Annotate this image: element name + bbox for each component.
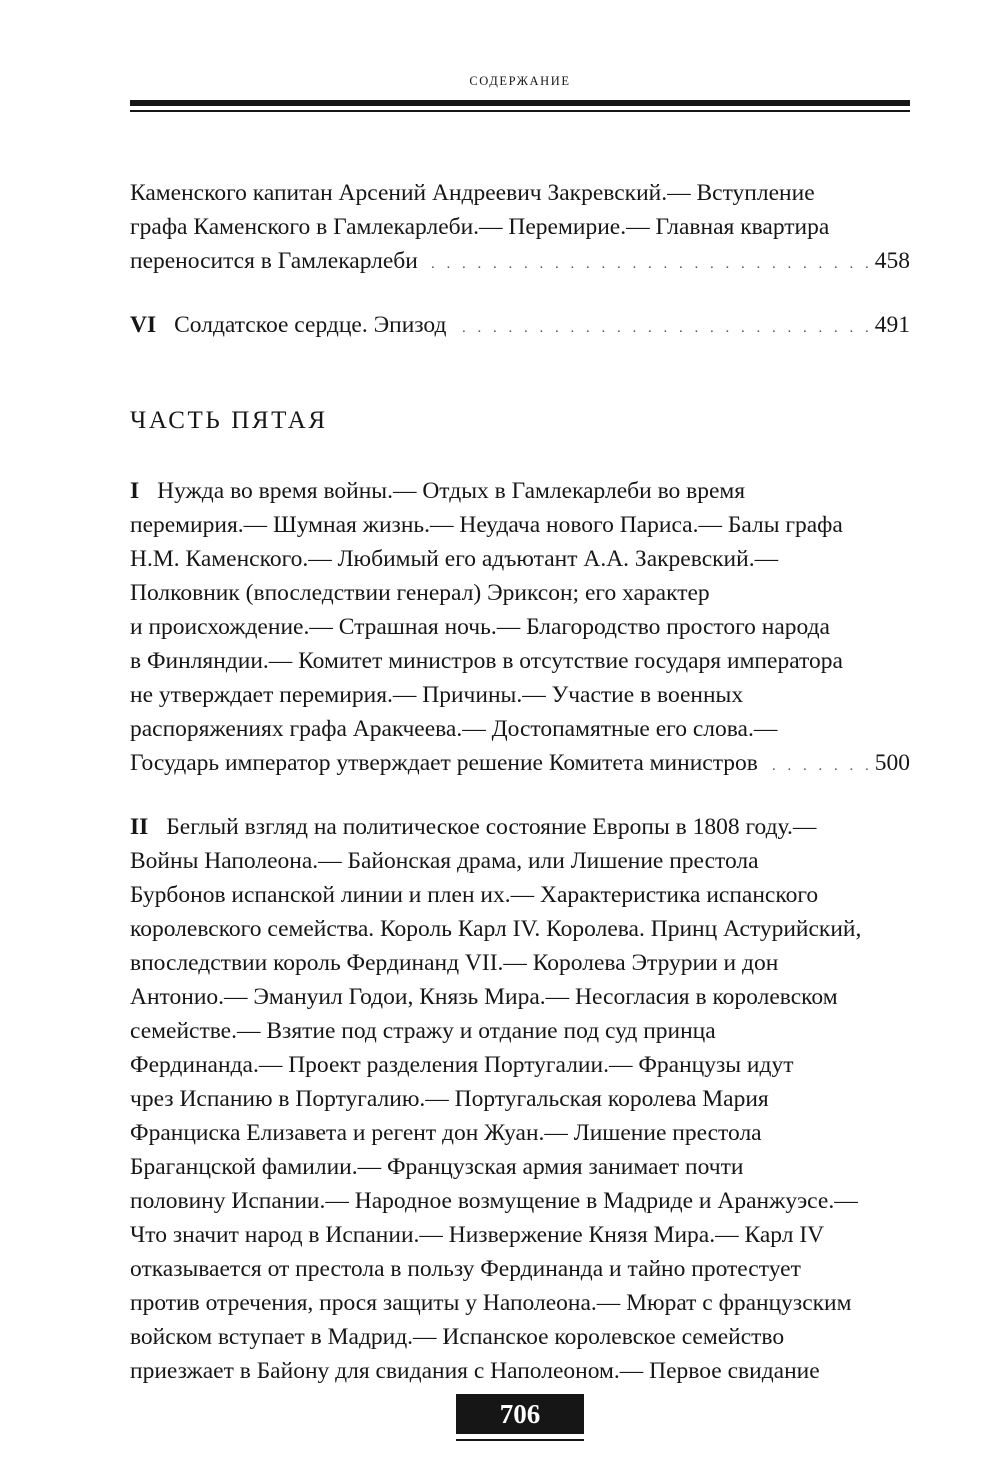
entry-text-line: не утверждает перемирия.— Причины.— Участие в военных bbox=[130, 682, 744, 708]
entry-first-line bbox=[130, 474, 910, 508]
entry-text-line: Что значит народ в Испании.— Низвержение Князя Мира.— Карл IV bbox=[130, 1222, 825, 1248]
toc-entry-continued bbox=[130, 176, 910, 278]
entry-text-line: против отречения, прося защиты у Наполеона.— Мюрат с французским bbox=[130, 1290, 852, 1316]
entry-text-line: Полковник (впоследствии генерал) Эриксон; его характер bbox=[130, 580, 710, 606]
entry-last-line bbox=[130, 308, 910, 342]
toc-entry-ii bbox=[130, 810, 910, 1388]
table-of-contents bbox=[130, 176, 910, 1388]
entry-text-line: графа Каменского в Гамлекарлеби.— Перемирие.— Главная квартира bbox=[130, 214, 830, 240]
toc-entry-vi bbox=[130, 308, 910, 342]
entry-text-line: чрез Испанию в Португалию.— Португальская королева Мария bbox=[130, 1086, 769, 1112]
entry-text-line: отказывается от престола в пользу Фердинанда и тайно протестует bbox=[130, 1256, 801, 1282]
entry-text-line: перемирия.— Шумная жизнь.— Неудача нового Париса.— Балы графа bbox=[130, 512, 843, 538]
entry-text-line: Государь император утверждает решение Комитета министров bbox=[130, 750, 758, 776]
chapter-numeral: VI bbox=[130, 312, 157, 338]
toc-entry-i bbox=[130, 474, 910, 780]
entry-text-line: и происхождение.— Страшная ночь.— Благородство простого народа bbox=[130, 614, 830, 640]
entry-text-line: Беглый взгляд на политическое состояние Европы в 1808 году.— bbox=[166, 814, 817, 840]
chapter-numeral: I bbox=[130, 478, 140, 504]
page-reference: 458 bbox=[874, 248, 910, 274]
dot-leader bbox=[430, 247, 869, 281]
entry-last-line bbox=[130, 244, 910, 278]
entry-text-line: половину Испании.— Народное возмущение в Мадриде и Аранжуэсе.— bbox=[130, 1188, 858, 1214]
entry-text-line: Фердинанда.— Проект разделения Португалии.— Французы идут bbox=[130, 1052, 794, 1078]
entry-text-line: Войны Наполеона.— Байонская драма, или Лишение престола bbox=[130, 848, 759, 874]
entry-text-line: войском вступает в Мадрид.— Испанское королевское семейство bbox=[130, 1324, 785, 1350]
entry-text-line: королевского семейства. Король Карл IV. Королева. Принц Астурийский, bbox=[130, 916, 862, 942]
page-number-box: 706 bbox=[456, 1394, 584, 1434]
running-head: СОДЕРЖАНИЕ bbox=[469, 74, 571, 88]
entry-last-line bbox=[130, 746, 910, 780]
entry-text-line: распоряжениях графа Аракчеева.— Достопамятные его слова.— bbox=[130, 716, 778, 742]
dot-leader bbox=[770, 749, 869, 783]
chapter-numeral: II bbox=[130, 814, 149, 840]
entry-text-line: Антонио.— Эмануил Годои, Князь Мира.— Несогласия в королевском bbox=[130, 984, 838, 1010]
chapter-title: Солдатское сердце. Эпизод bbox=[174, 312, 447, 338]
entry-first-line bbox=[130, 810, 910, 844]
page-reference: 491 bbox=[874, 312, 910, 338]
header-rule-thick bbox=[130, 100, 910, 106]
entry-text-line: приезжает в Байону для свидания с Наполеоном.— Первое свидание bbox=[130, 1358, 820, 1384]
part-heading: ЧАСТЬ ПЯТАЯ bbox=[130, 407, 328, 434]
dot-leader bbox=[458, 311, 868, 345]
page-number-rule bbox=[456, 1439, 584, 1441]
entry-text-line: Каменского капитан Арсений Андреевич Закревский.— Вступление bbox=[130, 180, 815, 206]
entry-text-line: в Финляндии.— Комитет министров в отсутствие государя императора bbox=[130, 648, 843, 674]
entry-text-line: Бурбонов испанской линии и плен их.— Характеристика испанского bbox=[130, 882, 819, 908]
entry-text-line: семействе.— Взятие под стражу и отдание под суд принца bbox=[130, 1018, 716, 1044]
entry-text-line: Нужда во время войны.— Отдых в Гамлекарлеби во время bbox=[157, 478, 746, 504]
entry-text-line: Браганцской фамилии.— Французская армия занимает почти bbox=[130, 1154, 744, 1180]
entry-text-line: Н.М. Каменского.— Любимый его адъютант А.А. Закревский.— bbox=[130, 546, 779, 572]
entry-text-line: впоследствии король Фердинанд VII.— Королева Этрурии и дон bbox=[130, 950, 779, 976]
entry-text-line: переносится в Гамлекарлеби bbox=[130, 248, 418, 274]
page-reference: 500 bbox=[874, 750, 910, 776]
header-rule-thin bbox=[130, 110, 910, 112]
entry-text-line: Франциска Елизавета и регент дон Жуан.— Лишение престола bbox=[130, 1120, 762, 1146]
